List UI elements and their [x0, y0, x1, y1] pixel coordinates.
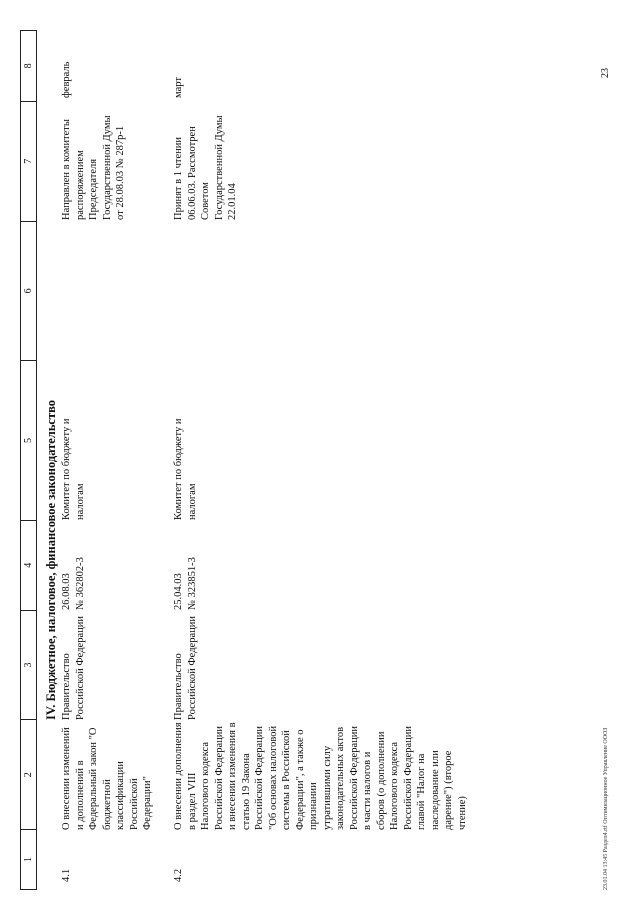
col-header-3: 3	[21, 610, 36, 720]
section-title: IV. Бюджетное, налоговое, финансовое законодательство	[44, 399, 58, 720]
scheduled-month: февраль	[61, 61, 72, 98]
page-number: 23	[600, 68, 611, 78]
footer-text: 23.01.04 13:45 Раздел4.rtf Оптимизационное Управление ОООЗ	[603, 727, 609, 890]
col-header-7: 7	[21, 101, 36, 221]
table-header-row	[20, 30, 37, 890]
initiator: Правительство Российской Федерации	[173, 616, 198, 720]
submission-date: 25.04.03	[173, 573, 184, 610]
committee: Комитет по бюджету и налогам	[61, 418, 86, 520]
status: Направлен в комитеты распоряжением Председателя Государственной Думы от 28.08.03 № 287р-1	[61, 115, 126, 220]
status: Принят в 1 чтении 06.06.03. Рассмотрен Советом Государственной Думы 22.01.04	[173, 115, 238, 220]
row-number: 4.1	[61, 868, 72, 882]
col-header-2: 2	[21, 719, 36, 829]
registration-number: № 362802-3	[74, 557, 86, 610]
col-header-8: 8	[23, 63, 34, 69]
col-header-4: 4	[21, 520, 36, 610]
registration-number: № 323851-3	[186, 557, 198, 610]
submission-date: 26.08.03	[61, 573, 72, 610]
col-header-1: 1	[21, 829, 36, 889]
committee: Комитет по бюджету и налогам	[173, 418, 198, 520]
scheduled-month: март	[173, 77, 184, 98]
bill-title: О внесении дополнения в раздел VIII Налогового кодекса Российской Федерации и внесении изменения в статью 19 Закона Российской Федерации "Об основах налоговой системы в Российской Федерации", а также о признании утратившими силу законодательных актов Российской Федерации в части налогов и сборов (о дополнении Налогового кодекса Российской Федерации главой "Налог на наследование или дарение") (второе чтение)	[173, 722, 468, 830]
col-header-5: 5	[21, 360, 36, 520]
col-header-6: 6	[21, 221, 36, 361]
initiator: Правительство Российской Федерации	[61, 616, 86, 720]
bill-title: О внесении изменений и дополнений в Федеральный закон "О бюджетной классификации Российской Федерации"	[61, 727, 153, 830]
row-number: 4.2	[173, 868, 184, 882]
